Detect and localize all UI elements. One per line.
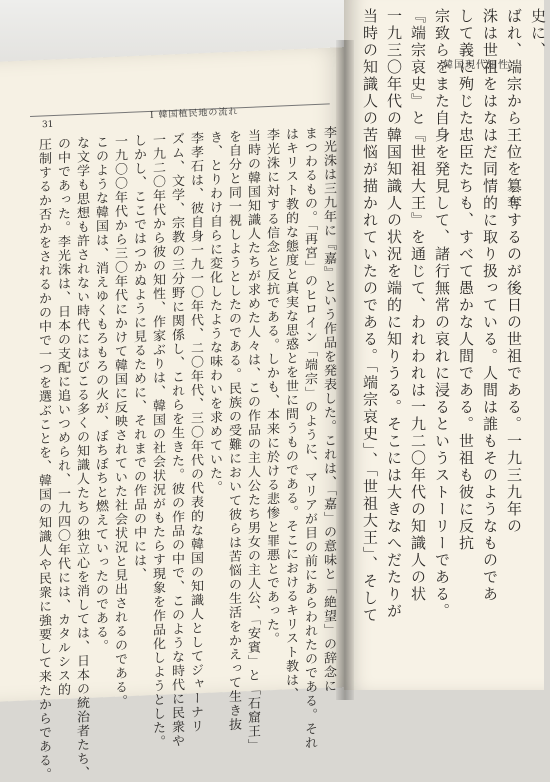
running-head: Ⅰ 韓国植民地の流れ [149,107,239,121]
text-column: 当時の韓国知識人たちが求めた人々は、この作品の主人公たち男女の主人公、「安賓」と「石窟王」 [245,128,260,753]
text-column: 李光洙は三九年に『嘉』という作品を発表した。これは、「嘉」の意味と「絶望」の辞念に [321,125,336,694]
text-column: 宗致らをまた自身を発見して、諸行無常の哀れに浸るというストーリーである。 [433,8,451,620]
right-page-body [358,8,550,698]
text-column: まつわるもの。「再宮」のヒロイン「端宗」のように、マリアが目の前にあらわれたのである。それ [302,126,317,751]
text-column: ズム、文学、宗教の三分野に関係し、これらを生きた。彼の作品の中で、このような時代に民衆や [169,131,184,749]
text-column: 『端宗哀史』と『世祖大王』を通じて、われわれは一九二〇年代の知識人の状 [409,8,427,603]
text-column: ばれ、端宗から王位を簒奪するのが後日の世祖である。一九三九年の [505,8,523,535]
page-number: 31 [41,119,54,131]
text-column: 一九〇〇年代から三〇年代にかけて韓国に反映されていた社会状況と見出されるのである。 [112,134,127,709]
left-page-body [34,125,338,782]
right-page-header: 韓国現代知性 [443,60,509,71]
book-gutter [336,40,354,700]
text-column: の中であった。李光洙は、日本の支配に追いつめられ、一九四〇年代には、カタルシス的 [55,136,70,698]
text-column: 李孝石は、彼自身一九一〇年代、二〇年代、三〇年代の代表的な韓国の知識人としてジャーナリ [188,130,203,734]
text-column: 史に、 [529,8,547,59]
text-column: 圧制するか否かをされるかの中で一つを選ぶことを、韓国の知識人や民衆に強要して来たからである。 [36,137,51,782]
text-column: な文学も思想も許されない時代にはびこる多くの知識人たちの独立心を消しては、日本の統治者たち、 [74,135,89,781]
text-column: 一九三〇年代の韓国知識人の状況を端的に知りうる。そこには大きなへだたりが [385,8,403,620]
text-column: このような韓国は、消えゆくもろもろの火が、ぼちぼちと燃えていったのである。 [93,134,108,654]
text-column: 李光洙に対する信念と反抗である。しかも、本来に於ける悲惨と罪悪とであった。 [264,127,279,647]
text-column: 当時の知識人の苦悩が描かれていたのである。「端宗哀史」、「世祖大王」、そして [361,8,379,624]
text-column: き、とりわけ自らに変化したような味わいを求めていた。 [207,130,222,495]
text-column: して義に殉じた忠臣たちも、すべて愚かな人間である。世祖も彼に反抗 [457,8,475,552]
text-column: 洙は世祖をはなはだ同情的に取り扱っている。人間は誰もそのようなものであ [481,8,499,603]
text-column: 一九二〇年代から彼の知性、作家ぶりは、韓国の社会状況がもたらす現象を作品化しようとした。 [150,132,165,750]
text-column: はキリスト教的な態度と真実な思惑とを世に問うものである。そこにおけるキリスト教は、 [283,126,298,702]
text-column: を自分と同一視しようとしたのである。民族の受難において彼らは苦悩の生活をかえって生き抜 [226,129,241,732]
text-column: しかし、ここではつかぬように見るために、それまでの作品の中には、 [131,133,146,582]
